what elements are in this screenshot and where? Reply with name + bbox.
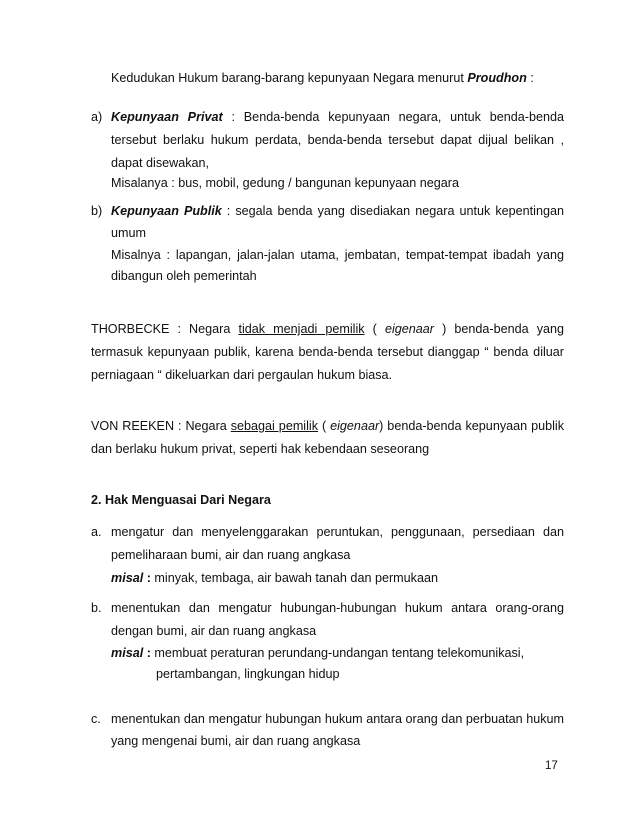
list-b-line4: pertambangan, lingkungan hidup	[156, 667, 340, 681]
thorbecke-line1: THORBECKE : Negara tidak menjadi pemilik ( eigenaar ) benda-benda yang	[91, 322, 564, 336]
list-c-line1: menentukan dan mengatur hubungan hukum antara orang dan perbuatan hukum	[111, 712, 564, 726]
von-reeken-line1: VON REEKEN : Negara sebagai pemilik ( eigenaar) benda-benda kepunyaan publik	[91, 419, 564, 433]
thorbecke-line2: termasuk kepunyaan publik, karena benda-benda tersebut dianggap “ benda diluar	[91, 345, 564, 359]
page-number: 17	[545, 760, 558, 772]
list-a-misal: misal : minyak, tembaga, air bawah tanah dan permukaan	[111, 571, 438, 585]
item-a-line4: Misalanya : bus, mobil, gedung / bangunan kepunyaan negara	[111, 176, 459, 190]
list-a-line2: pemeliharaan bumi, air dan ruang angkasa	[111, 548, 351, 562]
list-a-line1: mengatur dan menyelenggarakan peruntukan, penggunaan, persediaan dan	[111, 525, 564, 539]
item-a-marker: a)	[91, 110, 103, 124]
sebagai-pemilik: sebagai pemilik	[230, 419, 318, 433]
item-b-line3: Misalnya : lapangan, jalan-jalan utama, jembatan, tempat-tempat ibadah yang	[111, 248, 564, 262]
item-b-marker: b)	[91, 204, 103, 218]
list-b-line1: menentukan dan mengatur hubungan-hubungan hukum antara orang-orang	[111, 601, 564, 615]
von-reeken-line2: dan berlaku hukum privat, seperti hak kebendaan seseorang	[91, 442, 430, 456]
proudhon-name: Proudhon	[467, 71, 527, 85]
list-b-misal: misal : membuat peraturan perundang-undangan tentang telekomunikasi,	[111, 646, 525, 660]
list-b-line2: dengan bumi, air dan ruang angkasa	[111, 624, 317, 638]
list-c-line2: yang mengenai bumi, air dan ruang angkasa	[111, 734, 361, 748]
list-c-marker: c.	[91, 712, 101, 726]
item-a-line2: tersebut berlaku hukum perdata, benda-benda tersebut dapat dijual belikan ,	[111, 133, 564, 147]
intro-heading: Kedudukan Hukum barang-barang kepunyaan Negara menurut Proudhon :	[111, 71, 534, 85]
thorbecke-line3: perniagaan “ dikeluarkan dari pergaulan hukum biasa.	[91, 368, 393, 382]
item-a-line1: Kepunyaan Privat : Benda-benda kepunyaan negara, untuk benda-benda	[111, 110, 564, 124]
list-a-marker: a.	[91, 525, 102, 539]
tidak-menjadi-pemilik: tidak menjadi pemilik	[238, 322, 365, 336]
list-b-marker: b.	[91, 601, 102, 615]
term-kepunyaan-privat: Kepunyaan Privat	[111, 110, 223, 124]
item-a-line3: dapat disewakan,	[111, 156, 210, 170]
term-kepunyaan-publik: Kepunyaan Publik	[111, 204, 222, 218]
section-2-title: 2. Hak Menguasai Dari Negara	[91, 493, 271, 507]
item-b-line2: umum	[111, 226, 146, 240]
item-b-line4: dibangun oleh pemerintah	[111, 269, 257, 283]
item-b-line1: Kepunyaan Publik : segala benda yang disediakan negara untuk kepentingan	[111, 204, 564, 218]
